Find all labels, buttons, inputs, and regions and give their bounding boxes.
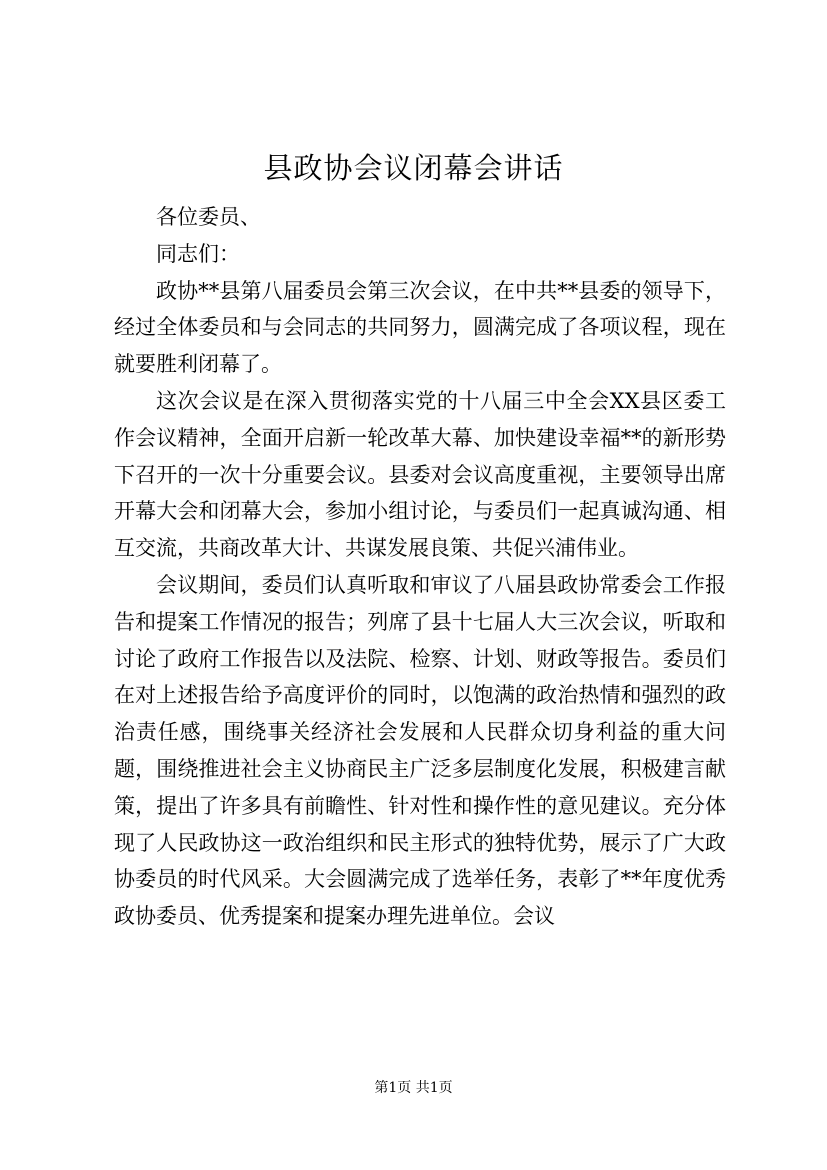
body-paragraph: 会议期间，委员们认真听取和审议了八届县政协常委会工作报告和提案工作情况的报告；列席了县十七届人大三次会议，听取和讨论了政府工作报告以及法院、检察、计划、财政等报告。委员们在对上述报告给予高度评价的同时，以饱满的政治热情和强烈的政治责任感，围绕事关经济社会发展和人民群众切身利益的重大问题，围绕推进社会主义协商民主广泛多层制度化发展，积极建言献策，提出了许多具有前瞻性、针对性和操作性的意见建议。充分体现了人民政协这一政治组织和民主形式的独特优势，展示了广大政协委员的时代风采。大会圆满完成了选举任务，表彰了**年度优秀政协委员、优秀提案和提案办理先进单位。会议 (114, 572, 726, 929)
body-paragraph: 政协**县第八届委员会第三次会议，在中共**县委的领导下，经过全体委员和与会同志的共同努力，圆满完成了各项议程，现在就要胜利闭幕了。 (114, 278, 726, 377)
page-number-footer: 第1页 共1页 (374, 1080, 453, 1096)
body-paragraph: 这次会议是在深入贯彻落实党的十八届三中全会XX县区委工作会议精神，全面开启新一轮改革大幕、加快建设幸福**的新形势下召开的一次十分重要会议。县委对会议高度重视，主要领导出席开幕大会和闭幕大会，参加小组讨论，与委员们一起真诚沟通、相互交流，共商改革大计、共谋发展良策、共促兴浦伟业。 (114, 388, 726, 561)
salutation-line: 同志们： (156, 241, 240, 266)
document-title: 县政协会议闭幕会讲话 (263, 151, 564, 185)
salutation-line: 各位委员、 (156, 205, 261, 229)
document-body (114, 199, 726, 935)
